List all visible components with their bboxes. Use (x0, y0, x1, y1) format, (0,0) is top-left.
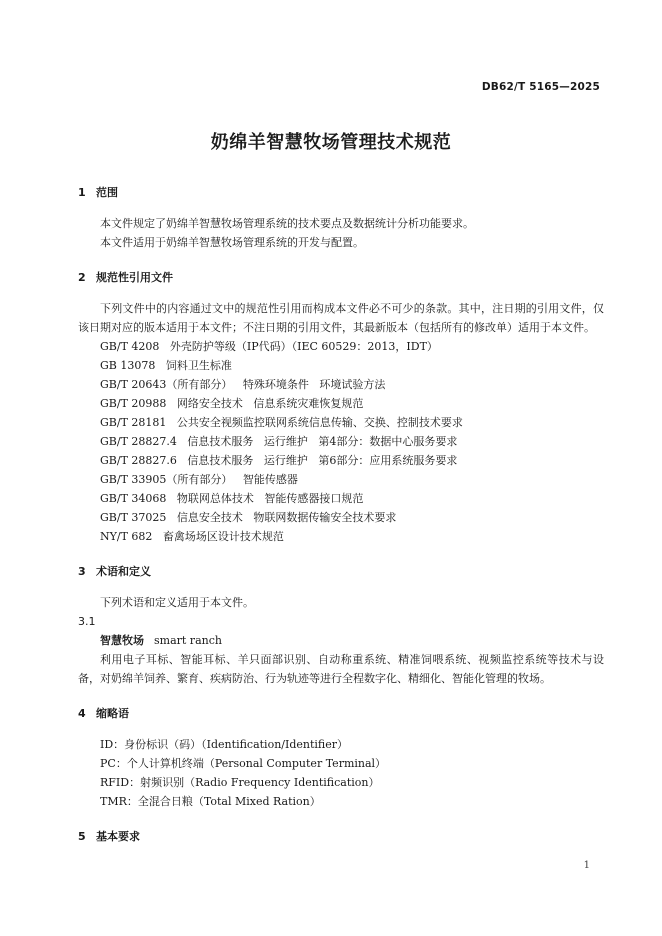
abbreviation-item: ID：身份标识（码）（Identification/Identifier） (100, 738, 349, 751)
document-body (78, 183, 604, 846)
section-number: 1 (78, 186, 86, 199)
section-title: 缩略语 (96, 707, 129, 720)
section-number: 3 (78, 565, 86, 578)
reference-item: GB/T 20988 网络安全技术 信息系统灾难恢复规范 (100, 397, 364, 410)
paragraph: 本文件规定了奶绵羊智慧牧场管理系统的技术要点及数据统计分析功能要求。 (100, 217, 474, 230)
reference-item: GB/T 34068 物联网总体技术 智能传感器接口规范 (100, 492, 364, 505)
reference-item: GB/T 20643（所有部分） 特殊环境条件 环境试验方法 (100, 378, 386, 391)
term-chinese: 智慧牧场 (100, 634, 144, 647)
reference-item: GB/T 37025 信息安全技术 物联网数据传输安全技术要求 (100, 511, 397, 524)
section-number: 4 (78, 707, 86, 720)
subsection-number: 3.1 (78, 615, 96, 628)
reference-item: NY/T 682 畜禽场场区设计技术规范 (100, 530, 284, 543)
page-number: 1 (583, 860, 590, 871)
section-title: 规范性引用文件 (96, 271, 173, 284)
section-title: 范围 (96, 186, 118, 199)
paragraph: 本文件适用于奶绵羊智慧牧场管理系统的开发与配置。 (100, 236, 364, 249)
section-heading-abbreviations (78, 704, 604, 723)
section-heading-basic-requirements (78, 827, 604, 846)
section-number: 5 (78, 830, 86, 843)
section-title: 术语和定义 (96, 565, 151, 578)
term-entry (78, 631, 604, 650)
abbreviation-item: RFID：射频识别（Radio Frequency Identification） (100, 776, 380, 789)
reference-item: GB/T 28827.6 信息技术服务 运行维护 第6部分：应用系统服务要求 (100, 454, 458, 467)
document-code: DB62/T 5165—2025 (481, 81, 600, 93)
section-number: 2 (78, 271, 86, 284)
section-heading-normative-references (78, 268, 604, 287)
abbreviation-item: PC：个人计算机终端（Personal Computer Terminal） (100, 757, 387, 770)
paragraph: 下列术语和定义适用于本文件。 (100, 596, 254, 609)
reference-item: GB 13078 饲料卫生标准 (100, 359, 232, 372)
reference-item: GB/T 4208 外壳防护等级（IP代码）（IEC 60529：2013，IDT） (100, 340, 438, 353)
term-definition: 利用电子耳标、智能耳标、羊只面部识别、自动称重系统、精准饲喂系统、视频监控系统等技术与设备，对奶绵羊饲养、繁育、疾病防治、行为轨迹等进行全程数字化、精细化、智能化管理的牧场。 (78, 653, 604, 685)
reference-item: GB/T 28827.4 信息技术服务 运行维护 第4部分：数据中心服务要求 (100, 435, 458, 448)
abbreviation-item: TMR：全混合日粮（Total Mixed Ration） (100, 795, 321, 808)
section-heading-scope (78, 183, 604, 202)
reference-item: GB/T 28181 公共安全视频监控联网系统信息传输、交换、控制技术要求 (100, 416, 463, 429)
section-title: 基本要求 (96, 830, 140, 843)
reference-item: GB/T 33905（所有部分） 智能传感器 (100, 473, 298, 486)
section-heading-terms (78, 562, 604, 581)
term-english: smart ranch (154, 634, 222, 647)
paragraph: 下列文件中的内容通过文中的规范性引用而构成本文件必不可少的条款。其中，注日期的引用文件，仅该日期对应的版本适用于本文件；不注日期的引用文件，其最新版本（包括所有的修改单）适用于本文件。 (78, 302, 604, 334)
document-title: 奶绵羊智慧牧场管理技术规范 (210, 132, 452, 153)
